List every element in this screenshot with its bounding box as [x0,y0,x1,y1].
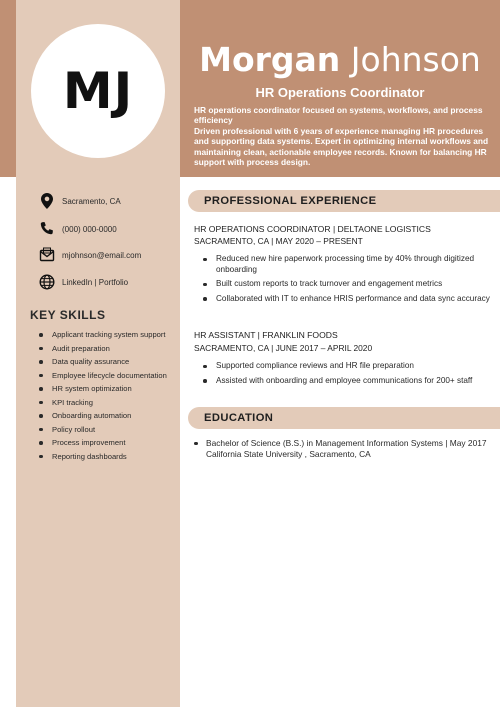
bullet-item: Built custom reports to track turnover and engagement metrics [202,279,494,290]
school-text: California State University , Sacramento, CA [206,448,371,459]
contact-email[interactable] [38,246,178,264]
globe-icon [38,273,56,291]
bullet-item: Supported compliance reviews and HR file preparation [202,361,494,372]
job-role: HR ASSISTANT | FRANKLIN FOODS [194,330,338,340]
avatar-initials: MJ [31,24,165,158]
job-bullets [202,361,494,390]
job-meta: SACRAMENTO, CA | MAY 2020 – PRESENT [194,236,363,246]
job-title: HR Operations Coordinator [255,85,425,100]
skill-item: Process improvement [38,438,173,448]
skill-item: Data quality assurance [38,357,173,367]
job-role: HR OPERATIONS COORDINATOR | DELTAONE LOGISTICS [194,224,431,234]
bullet-item: Assisted with onboarding and employee communications for 200+ staff [202,376,494,387]
skill-item: Onboarding automation [38,411,173,421]
skill-item: Employee lifecycle documentation [38,371,173,381]
first-name: Morgan [199,40,341,79]
contact-links[interactable] [38,273,178,291]
job-meta: SACRAMENTO, CA | JUNE 2017 – APRIL 2020 [194,343,373,353]
bullet-item: Collaborated with IT to enhance HRIS performance and data sync accuracy [202,294,494,305]
location-text: Sacramento, CA [62,196,121,206]
email-icon [38,246,56,264]
skill-item: KPI tracking [38,398,173,408]
summary [194,105,494,167]
header-band-left [0,0,16,177]
email-text[interactable]: mjohnson@email.com [62,250,142,260]
education-item [194,438,494,459]
phone-icon [38,220,56,238]
phone-text: (000) 000-0000 [62,224,117,234]
skill-item: Reporting dashboards [38,452,173,462]
skill-item: HR system optimization [38,384,173,394]
contact-location [38,192,178,210]
education-list [194,438,494,459]
bullet-item: Reduced new hire paperwork processing time by 40% through digitized onboarding [202,254,494,275]
job-bullets [202,254,494,308]
links-text[interactable]: LinkedIn | Portfolio [62,277,129,287]
skill-item: Audit preparation [38,344,173,354]
education-heading: EDUCATION [188,407,500,429]
contact-phone [38,220,178,238]
last-name: Johnson [350,40,481,79]
summary-body: Driven professional with 6 years of experience managing HR procedures and supporting data systems. Expert in optimizing internal workflows and maintaining clean, actionable employee records. Known for balancing HR support with process design. [194,125,489,168]
experience-heading: PROFESSIONAL EXPERIENCE [188,190,500,212]
skills-list [38,330,173,465]
skill-item: Applicant tracking system support [38,330,173,340]
summary-tagline: HR operations coordinator focused on systems, workflows, and process efficiency [194,105,483,126]
skills-heading: KEY SKILLS [30,308,106,322]
skill-item: Policy rollout [38,425,173,435]
candidate-name [180,40,500,80]
location-pin-icon [38,192,56,210]
degree-text: Bachelor of Science (B.S.) in Management Information Systems | May 2017 [206,438,487,448]
